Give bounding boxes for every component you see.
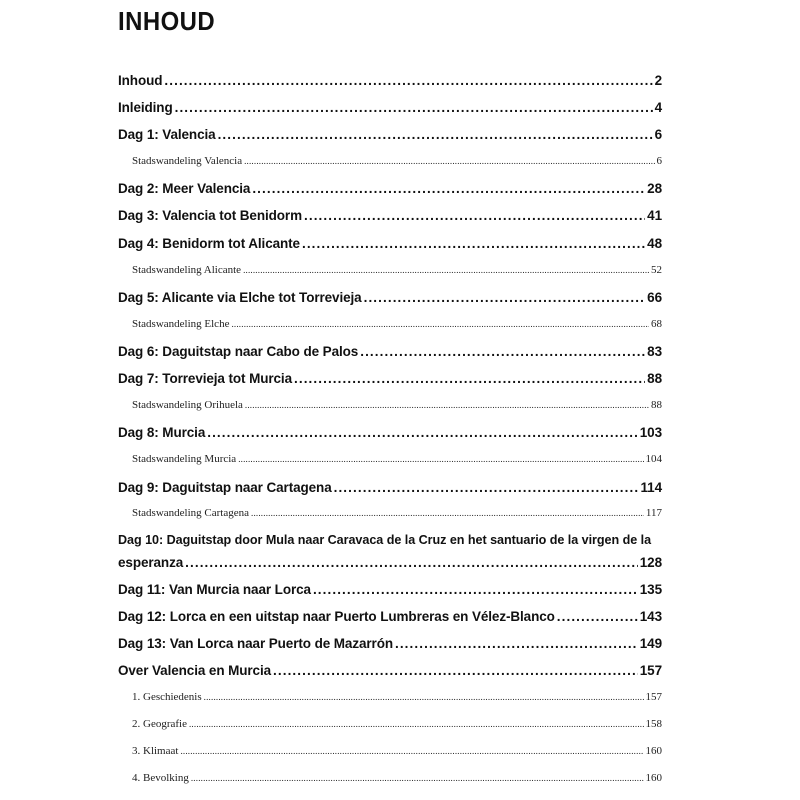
toc-entry-label: Dag 9: Daguitstap naar Cartagena — [118, 480, 332, 495]
dot-leader — [364, 290, 646, 305]
toc-entry[interactable] — [118, 425, 662, 440]
dot-leader — [360, 344, 645, 359]
toc-entry[interactable] — [118, 371, 662, 386]
toc-entry-page: 143 — [639, 609, 662, 624]
toc-entry[interactable] — [118, 73, 662, 88]
toc-entry-label: 1. Geschiedenis — [132, 691, 202, 703]
dot-leader — [273, 663, 638, 678]
toc-entry-label-continuation: esperanza — [118, 555, 184, 570]
toc-entry-page: 157 — [645, 691, 662, 703]
toc-entry-page: 66 — [647, 290, 662, 305]
toc-subentry[interactable] — [132, 772, 662, 784]
toc-entry-label-line1[interactable]: Dag 10: Daguitstap door Mula naar Caravaca de la Cruz en het santuario de la virgen de la — [118, 533, 652, 547]
dot-leader — [204, 692, 644, 702]
toc-entry[interactable] — [118, 609, 662, 624]
toc-entry-page: 88 — [647, 371, 662, 386]
toc-subentry[interactable] — [132, 264, 662, 276]
dot-leader — [251, 508, 644, 518]
toc-entry-label: Dag 3: Valencia tot Benidorm — [118, 208, 302, 223]
toc-entry[interactable] — [118, 236, 662, 251]
toc-entry[interactable] — [118, 127, 662, 142]
dot-leader — [189, 719, 644, 729]
dot-leader — [302, 236, 645, 251]
toc-subentry[interactable] — [132, 745, 662, 757]
page-title: INHOUD — [118, 6, 216, 36]
toc-entry-page: 114 — [640, 480, 662, 495]
toc-entry-label: Dag 8: Murcia — [118, 425, 206, 440]
dot-leader — [185, 555, 638, 570]
toc-entry-label: Stadswandeling Valencia — [132, 155, 243, 167]
toc-entry[interactable] — [118, 181, 662, 196]
toc-entry[interactable] — [118, 344, 662, 359]
toc-entry[interactable] — [118, 480, 662, 495]
dot-leader — [304, 208, 645, 223]
toc-entry-label: Dag 4: Benidorm tot Alicante — [118, 236, 300, 251]
toc-entry-page: 6 — [656, 155, 662, 167]
toc-entry-page: 28 — [647, 181, 662, 196]
toc-subentry[interactable] — [132, 318, 662, 330]
dot-leader — [557, 609, 638, 624]
toc-entry-page: 48 — [647, 236, 662, 251]
toc-entry-label: Dag 5: Alicante via Elche tot Torrevieja — [118, 290, 362, 305]
dot-leader — [244, 156, 654, 166]
toc-entry-page: 160 — [645, 745, 662, 757]
toc-entry-page: 158 — [645, 718, 662, 730]
toc-entry-page: 157 — [639, 663, 662, 678]
toc-entry-label: Stadswandeling Elche — [132, 318, 230, 330]
dot-leader — [180, 746, 643, 756]
toc-entry-page: 103 — [639, 425, 662, 440]
toc-entry-page: 4 — [654, 100, 662, 115]
toc-entry-label: Inleiding — [118, 100, 173, 115]
toc-entry[interactable] — [118, 100, 662, 115]
toc-subentry[interactable] — [132, 453, 662, 465]
toc-entry-label: Dag 13: Van Lorca naar Puerto de Mazarrón — [118, 636, 393, 651]
toc-subentry[interactable] — [132, 155, 662, 167]
toc-entry[interactable] — [118, 555, 662, 570]
toc-entry-label: Dag 12: Lorca en een uitstap naar Puerto Lumbreras en Vélez-Blanco — [118, 609, 555, 624]
toc-entry-label: Dag 7: Torrevieja tot Murcia — [118, 371, 292, 386]
toc-entry-page: 149 — [639, 636, 662, 651]
toc-entry-label: Inhoud — [118, 73, 163, 88]
dot-leader — [334, 480, 639, 495]
dot-leader — [395, 636, 638, 651]
toc-entry-label: Stadswandeling Orihuela — [132, 399, 243, 411]
toc-entry-page: 128 — [639, 555, 662, 570]
dot-leader — [231, 319, 649, 329]
toc-entry[interactable] — [118, 290, 662, 305]
toc-entry-label: 4. Bevolking — [132, 772, 189, 784]
toc-entry-page: 52 — [651, 264, 662, 276]
dot-leader — [175, 100, 653, 115]
toc-entry-page: 83 — [647, 344, 662, 359]
dot-leader — [238, 454, 643, 464]
toc-entry-label: Stadswandeling Murcia — [132, 453, 237, 465]
dot-leader — [245, 400, 649, 410]
toc-entry[interactable] — [118, 663, 662, 678]
dot-leader — [252, 181, 645, 196]
toc-entry-page: 88 — [651, 399, 662, 411]
dot-leader — [191, 773, 644, 783]
dot-leader — [207, 425, 638, 440]
toc-entry[interactable] — [118, 208, 662, 223]
toc-entry-page: 2 — [654, 73, 662, 88]
dot-leader — [164, 73, 652, 88]
toc-entry-page: 104 — [645, 453, 662, 465]
toc-entry-label: Stadswandeling Cartagena — [132, 507, 249, 519]
toc-entry-label: Dag 6: Daguitstap naar Cabo de Palos — [118, 344, 359, 359]
toc-subentry[interactable] — [132, 399, 662, 411]
toc-entry-page: 41 — [647, 208, 662, 223]
toc-subentry[interactable] — [132, 691, 662, 703]
toc-entry-page: 117 — [645, 507, 662, 519]
toc-entry-label: Over Valencia en Murcia — [118, 663, 272, 678]
toc-entry-label: 2. Geografie — [132, 718, 187, 730]
toc-entry-label: Dag 2: Meer Valencia — [118, 181, 251, 196]
toc-entry-label: 3. Klimaat — [132, 745, 179, 757]
dot-leader — [218, 127, 653, 142]
toc-entry-page: 160 — [645, 772, 662, 784]
toc-subentry[interactable] — [132, 507, 662, 519]
toc-entry-page: 68 — [651, 318, 662, 330]
toc-entry[interactable] — [118, 582, 662, 597]
dot-leader — [243, 265, 649, 275]
dot-leader — [294, 371, 645, 386]
toc-entry[interactable] — [118, 636, 662, 651]
toc-subentry[interactable] — [132, 718, 662, 730]
dot-leader — [313, 582, 638, 597]
toc-entry-page: 6 — [654, 127, 662, 142]
toc-entry-label: Stadswandeling Alicante — [132, 264, 242, 276]
toc-entry-page: 135 — [639, 582, 662, 597]
toc-entry-label: Dag 1: Valencia — [118, 127, 216, 142]
toc-entry-label: Dag 11: Van Murcia naar Lorca — [118, 582, 311, 597]
